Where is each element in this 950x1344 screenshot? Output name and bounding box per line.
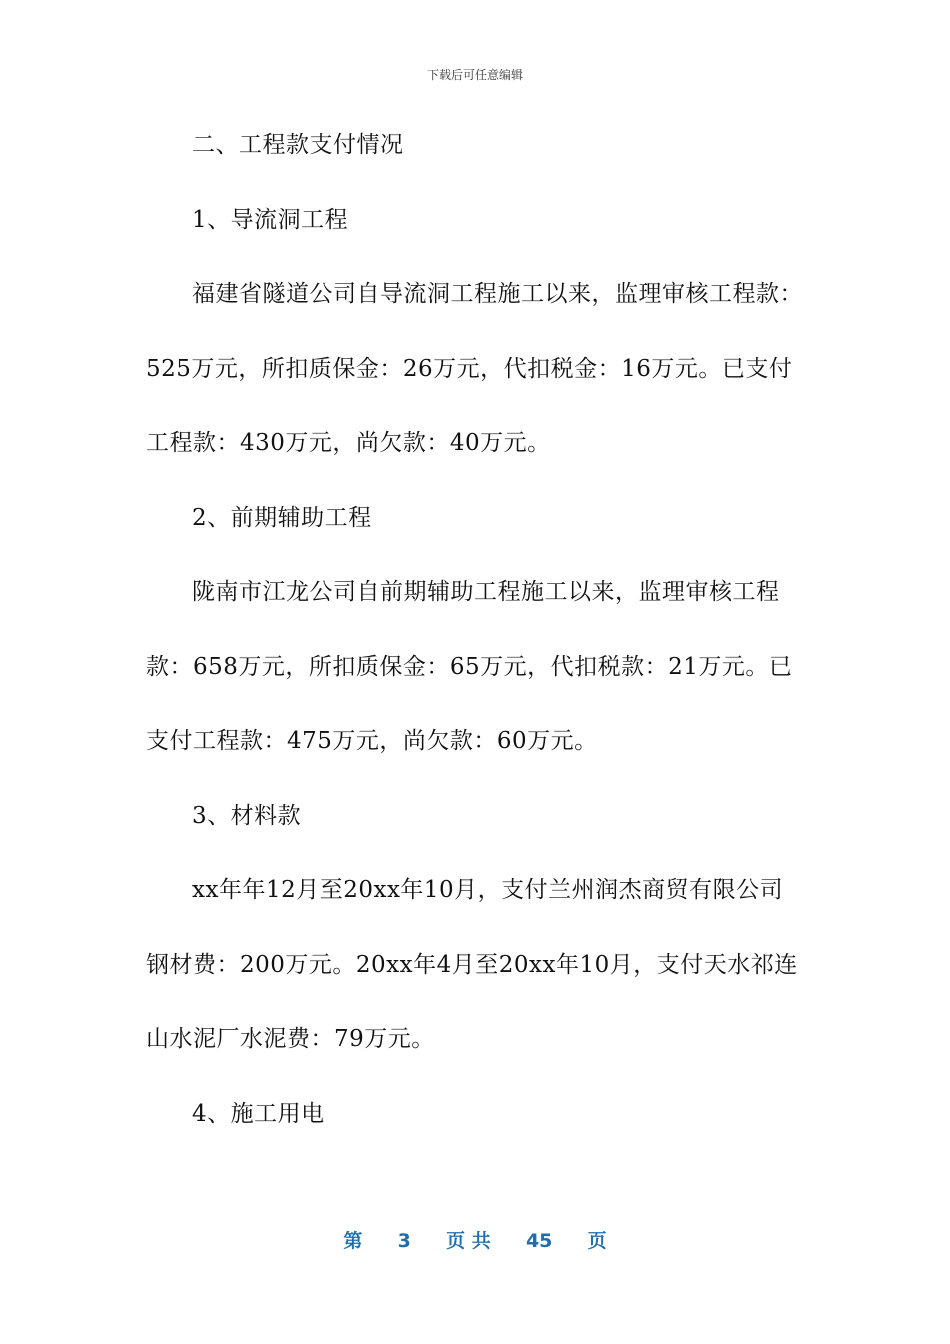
- footer-middle: 页 共: [446, 1230, 491, 1252]
- paragraph-line: xx年年12月至20xx年10月，支付兰州润杰商贸有限公司: [192, 877, 784, 903]
- total-page-count: 45: [525, 1230, 553, 1252]
- page-footer: [0, 1226, 950, 1253]
- subsection-heading: 1、导流洞工程: [192, 206, 349, 233]
- paragraph-line: 525万元，所扣质保金：26万元，代扣税金：16万元。已支付: [146, 355, 793, 382]
- current-page-number: 3: [397, 1230, 411, 1252]
- subsection-heading: 2、前期辅助工程: [192, 504, 372, 531]
- paragraph-line: 陇南市江龙公司自前期辅助工程施工以来，监理审核工程: [192, 579, 780, 605]
- paragraph-line: 钢材费：200万元。20xx年4月至20xx年10月，支付天水祁连: [146, 951, 798, 978]
- header-note: 下载后可任意编辑: [426, 68, 523, 82]
- footer-prefix: 第: [343, 1230, 363, 1252]
- paragraph-line: 福建省隧道公司自导流洞工程施工以来，监理审核工程款：: [192, 281, 803, 307]
- paragraph-line: 山水泥厂水泥费：79万元。: [146, 1026, 435, 1052]
- paragraph-line: 支付工程款：475万元，尚欠款：60万元。: [146, 728, 598, 754]
- section-heading: 二、工程款支付情况: [192, 132, 404, 158]
- footer-suffix: 页: [587, 1230, 607, 1252]
- subsection-heading: 4、施工用电: [192, 1100, 325, 1127]
- paragraph-line: 工程款：430万元，尚欠款：40万元。: [146, 430, 551, 456]
- paragraph-line: 款：658万元，所扣质保金：65万元，代扣税款：21万元。已: [146, 653, 793, 680]
- document-body: [146, 120, 806, 1163]
- subsection-heading: 3、材料款: [192, 802, 302, 829]
